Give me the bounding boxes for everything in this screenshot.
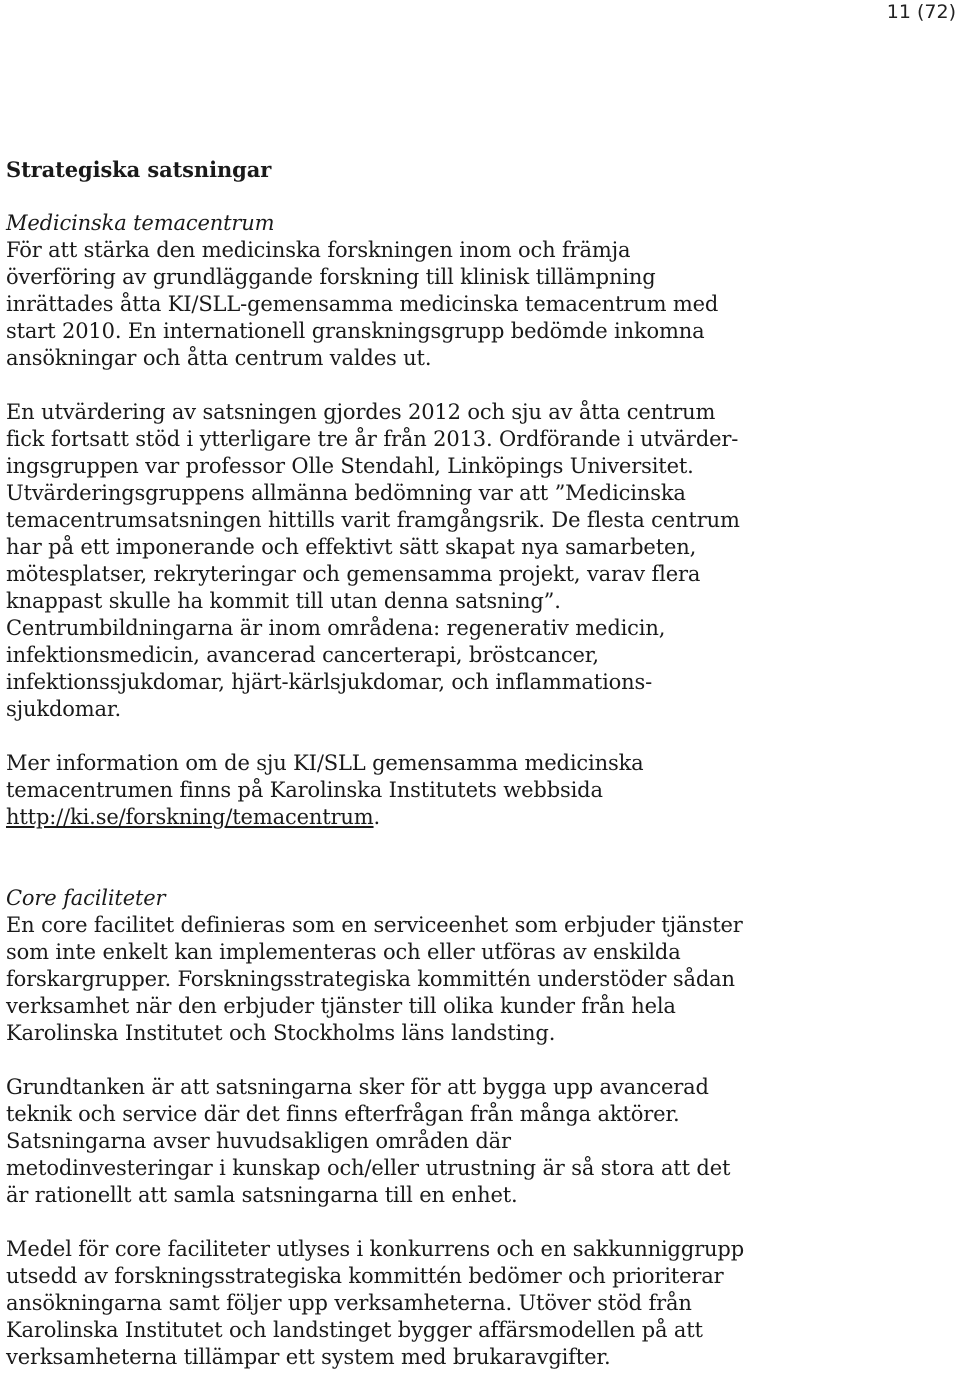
page-heading: Strategiska satsningar bbox=[6, 157, 272, 182]
paragraph-line: start 2010. En internationell granskningsgrupp bedömde inkomna bbox=[6, 319, 705, 343]
paragraph-line: För att stärka den medicinska forskningen inom och främja bbox=[6, 238, 631, 262]
section-title-core-faciliteter: Core faciliteter bbox=[6, 886, 166, 910]
paragraph-line: teknik och service där det finns efterfrågan från många aktörer. bbox=[6, 1102, 680, 1126]
paragraph-line: forskargrupper. Forskningsstrategiska kommittén understöder sådan bbox=[6, 967, 735, 991]
paragraph-line: infektionsmedicin, avancerad cancerterapi, bröstcancer, bbox=[6, 643, 599, 667]
temacentrum-link[interactable]: http://ki.se/forskning/temacentrum bbox=[6, 805, 374, 829]
paragraph-line: En core facilitet definieras som en serviceenhet som erbjuder tjänster bbox=[6, 913, 743, 937]
paragraph-line: Karolinska Institutet och landstinget bygger affärsmodellen på att bbox=[6, 1318, 703, 1342]
paragraph-line: är rationellt att samla satsningarna till en enhet. bbox=[6, 1183, 518, 1207]
paragraph-line: sjukdomar. bbox=[6, 697, 121, 721]
paragraph-line: Satsningarna avser huvudsakligen områden där bbox=[6, 1129, 511, 1153]
paragraph-line: temacentrumsatsningen hittills varit framgångsrik. De flesta centrum bbox=[6, 508, 740, 532]
paragraph-line: överföring av grundläggande forskning till klinisk tillämpning bbox=[6, 265, 656, 289]
paragraph-line: som inte enkelt kan implementeras och eller utföras av enskilda bbox=[6, 940, 681, 964]
paragraph-line: har på ett imponerande och effektivt sätt skapat nya samarbeten, bbox=[6, 535, 697, 559]
paragraph-line: inrättades åtta KI/SLL-gemensamma medicinska temacentrum med bbox=[6, 292, 719, 316]
paragraph-line: Grundtanken är att satsningarna sker för att bygga upp avancerad bbox=[6, 1075, 709, 1099]
paragraph-line: Centrumbildningarna är inom områdena: regenerativ medicin, bbox=[6, 616, 666, 640]
section-title-medicinska-temacentrum: Medicinska temacentrum bbox=[6, 211, 275, 235]
paragraph-line: En utvärdering av satsningen gjordes 2012 och sju av åtta centrum bbox=[6, 400, 716, 424]
paragraph-line: fick fortsatt stöd i ytterligare tre år från 2013. Ordförande i utvärder- bbox=[6, 427, 739, 451]
paragraph-line: mötesplatser, rekryteringar och gemensamma projekt, varav flera bbox=[6, 562, 701, 586]
paragraph-line: Mer information om de sju KI/SLL gemensamma medicinska bbox=[6, 751, 644, 775]
paragraph-line: verksamhet när den erbjuder tjänster till olika kunder från hela bbox=[6, 994, 676, 1018]
page-number: 11 (72) bbox=[886, 1, 956, 23]
paragraph-line: infektionssjukdomar, hjärt-kärlsjukdomar, och inflammations- bbox=[6, 670, 653, 694]
paragraph-line: temacentrumen finns på Karolinska Institutets webbsida bbox=[6, 778, 603, 802]
link-line bbox=[6, 804, 380, 831]
link-suffix: . bbox=[373, 805, 381, 829]
paragraph-line: ansökningar och åtta centrum valdes ut. bbox=[6, 346, 432, 370]
paragraph-line: utsedd av forskningsstrategiska kommittén bedömer och prioriterar bbox=[6, 1264, 724, 1288]
paragraph-line: Karolinska Institutet och Stockholms läns landsting. bbox=[6, 1021, 556, 1045]
paragraph-line: ingsgruppen var professor Olle Stendahl, Linköpings Universitet. bbox=[6, 454, 694, 478]
paragraph-line: metodinvesteringar i kunskap och/eller utrustning är så stora att det bbox=[6, 1156, 731, 1180]
paragraph-line: ansökningarna samt följer upp verksamheterna. Utöver stöd från bbox=[6, 1291, 692, 1315]
paragraph-line: Utvärderingsgruppens allmänna bedömning var att ”Medicinska bbox=[6, 481, 686, 505]
paragraph-line: Medel för core faciliteter utlyses i konkurrens och en sakkunniggrupp bbox=[6, 1237, 744, 1261]
paragraph-line: knappast skulle ha kommit till utan denna satsning”. bbox=[6, 589, 561, 613]
paragraph-line: verksamheterna tillämpar ett system med brukaravgifter. bbox=[6, 1345, 611, 1369]
